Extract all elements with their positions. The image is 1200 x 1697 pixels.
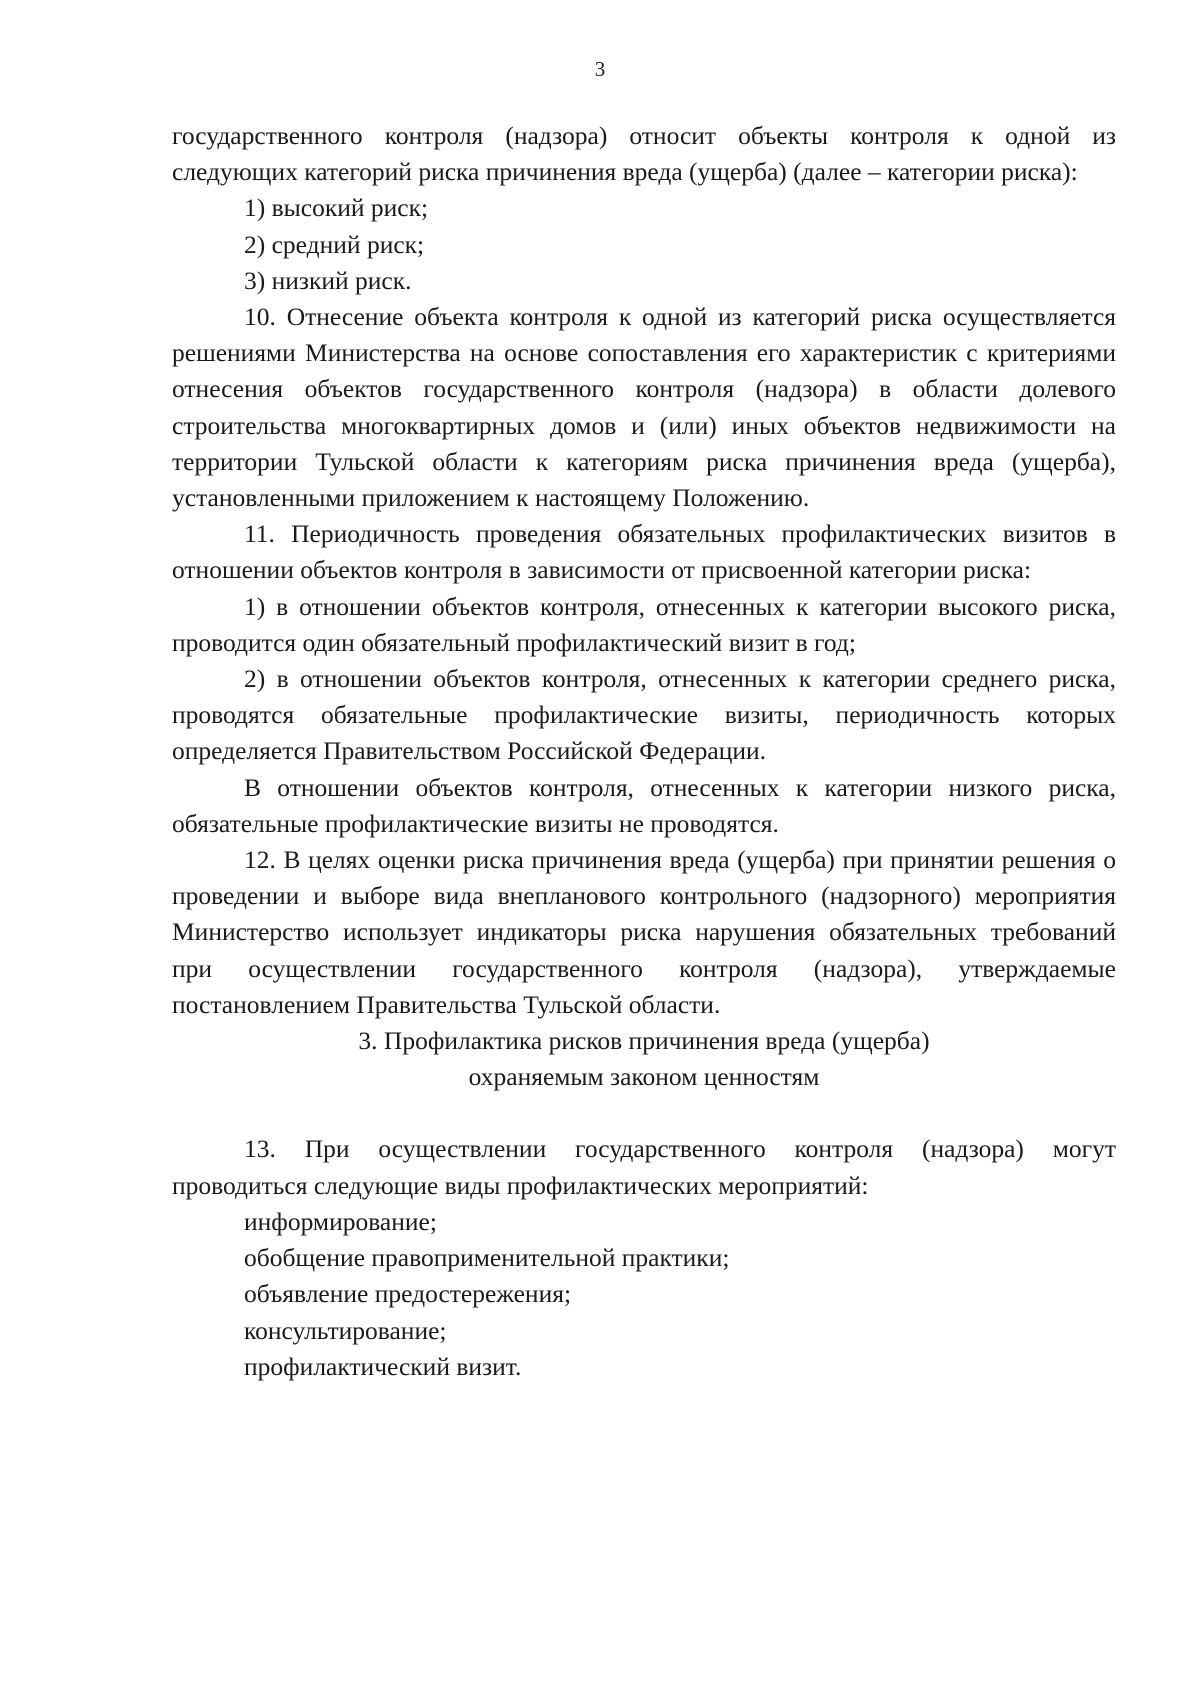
- paragraph-11-low-risk: В отношении объектов контроля, отнесенных к категории низкого риска, обязательные профилактические визиты не проводятся.: [172, 772, 1116, 838]
- measure-item: обобщение правоприменительной практики;: [244, 1243, 730, 1273]
- risk-level-item: 1) высокий риск;: [244, 193, 429, 223]
- risk-level-item: 3) низкий риск.: [244, 265, 412, 295]
- paragraph-11: 11. Периодичность проведения обязательных профилактических визитов в отношении объектов контроля в зависимости от присвоенной категории риска:: [172, 519, 1116, 585]
- paragraph-intro: государственного контроля (надзора) относит объекты контроля к одной из следующих категорий риска причинения вреда (ущерба) (далее – категории риска):: [172, 121, 1116, 187]
- section-heading-line-1: 3. Профилактика рисков причинения вреда (ущерба): [358, 1026, 930, 1056]
- paragraph-10: 10. Отнесение объекта контроля к одной из категорий риска осуществляется решениями Министерства на основе сопоставления его характеристик с критериями отнесения объектов государственного контроля (надзора) в области долевого строительства многоквартирных домов и (или) иных объектов недвижимости на территории Тульской области к категориям риска причинения вреда (ущерба), установленными приложением к настоящему Положению.: [172, 302, 1116, 513]
- paragraph-13: 13. При осуществлении государственного контроля (надзора) могут проводиться следующие виды профилактических мероприятий:: [172, 1134, 1116, 1200]
- risk-level-item: 2) средний риск;: [244, 229, 425, 259]
- page-number: 3: [594, 57, 606, 81]
- section-heading-line-2: охраняемым законом ценностям: [468, 1062, 820, 1092]
- measure-item: профилактический визит.: [244, 1351, 522, 1381]
- section-heading: [172, 1023, 1116, 1095]
- measure-item: информирование;: [244, 1206, 437, 1236]
- measure-item: объявление предостережения;: [244, 1279, 572, 1309]
- measure-item: консультирование;: [244, 1315, 447, 1345]
- paragraph-11-item-1: 1) в отношении объектов контроля, отнесенных к категории высокого риска, проводится один обязательный профилактический визит в год;: [172, 591, 1116, 657]
- paragraph-12: 12. В целях оценки риска причинения вреда (ущерба) при принятии решения о проведении и выборе вида внепланового контрольного (надзорного) мероприятия Министерство использует индикаторы риска нарушения обязательных требований при осуществлении государственного контроля (надзора), утверждаемые постановлением Правительства Тульской области.: [172, 845, 1116, 1019]
- paragraph-11-item-2: 2) в отношении объектов контроля, отнесенных к категории среднего риска, проводятся обязательные профилактические визиты, периодичность которых определяется Правительством Российской Федерации.: [172, 664, 1116, 766]
- document-body: [172, 118, 1116, 1385]
